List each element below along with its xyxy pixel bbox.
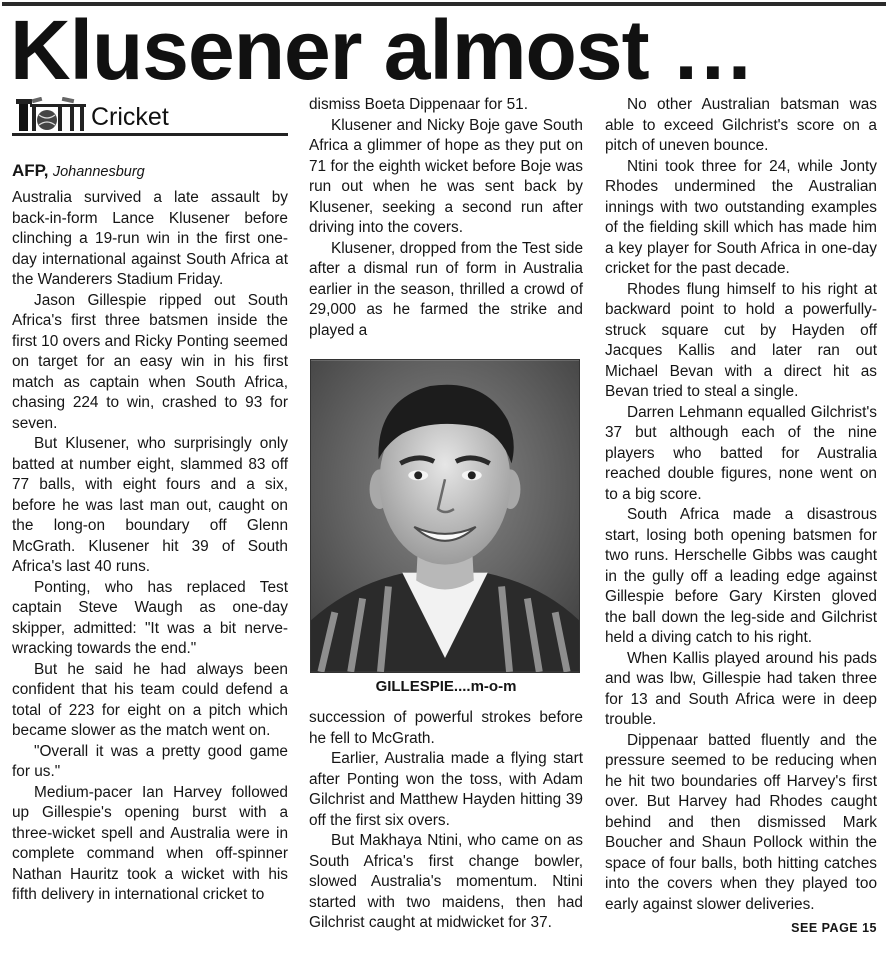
cricket-bat-ball-stumps-icon — [14, 97, 88, 133]
paragraph: Klusener and Nicky Boje gave South Africa a glimmer of hope as they put on 71 for the eighth wicket before Boje was run out when he was sent back by Klusener, seeking a second run after driving into the covers. — [309, 116, 583, 236]
paragraph: Ponting, who has replaced Test captain Steve Waugh as one-day skipper, admitted: "It was a bit nerve-wracking towards the end." — [12, 578, 288, 657]
paragraph: But he said he had always been confident that his team could defend a total of 223 for eight on a pitch which became slower as the match went on. — [12, 660, 288, 739]
byline — [12, 161, 288, 182]
paragraph: Australia survived a late assault by back-in-form Lance Klusener before clinching a 19-run win in the first one-day international against South Africa at the Wanderers Stadium Friday. — [12, 189, 288, 288]
byline-agency: AFP, — [12, 161, 49, 180]
paragraph: Klusener, dropped from the Test side after a dismal run of form in Australia earlier in the season, thrilled a crowd of 29,000 as he farmed the strike and played a — [309, 239, 583, 339]
paragraph: But Klusener, who surprisingly only batted at number eight, slammed 83 off 77 balls, with eight fours and a six, before he was last man out, caught on the long-on boundary off Glenn McGrath. Klusener hit 39 of South Africa's last 40 runs. — [12, 435, 288, 575]
paragraph: No other Australian batsman was able to exceed Gilchrist's score on a pitch of uneven bounce. — [605, 96, 877, 154]
paragraph: Jason Gillespie ripped out South Africa's first three batsmen inside the first 10 overs and Ricky Ponting seemed on target for an easy win in his first match as captain when South Africa, chasing 224 to win, crashed to 93 for seven. — [12, 291, 288, 432]
section-rule — [12, 133, 288, 136]
paragraph: Medium-pacer Ian Harvey followed up Gillespie's opening burst with a three-wicket spell and Australia were in complete command when off-spinner Nathan Hauritz took a wicket with his fifth delivery in international cricket to — [12, 783, 288, 903]
section-header — [12, 97, 288, 137]
paragraph: South Africa made a disastrous start, losing both opening batsmen for two runs. Herschelle Gibbs was caught in the gully off a leading edge against Gillespie before Gary Kirsten gloved the ball down the leg-side and Gilchrist held a diving catch to his right. — [605, 506, 877, 646]
byline-city: Johannesburg — [52, 164, 145, 180]
paragraph: But Makhaya Ntini, who came on as South Africa's first change bowler, slowed Australia's momentum. Ntini started with two maidens, then had Gilchrist caught at midwicket for 37. — [309, 832, 583, 931]
photo-caption: GILLESPIE....m-o-m — [375, 678, 517, 695]
continued-reference: SEE PAGE 15 — [791, 921, 877, 935]
player-portrait-photo — [310, 359, 580, 673]
article-column-1 — [12, 95, 288, 906]
paragraph: When Kallis played around his pads and was lbw, Gillespie had taken three for 13 and South Africa were in deep trouble. — [605, 649, 877, 728]
section-label: Cricket — [91, 103, 169, 131]
article-column-3 — [605, 95, 877, 938]
headline: Klusener almost … — [10, 3, 754, 97]
paragraph: Ntini took three for 24, while Jonty Rhodes undermined the Australian innings with two outstanding examples of the fielding skill which has made him a key player for South Africa in one-day cricket for the past decade. — [605, 157, 877, 277]
paragraph: Earlier, Australia made a flying start after Ponting won the toss, with Adam Gilchrist and Matthew Hayden hitting 39 off the first six overs. — [309, 750, 583, 829]
paragraph: "Overall it was a pretty good game for us." — [12, 742, 288, 780]
paragraph: succession of powerful strokes before he fell to McGrath. — [309, 709, 583, 747]
photo-block — [309, 359, 583, 697]
paragraph: Rhodes flung himself to his right at backward point to hold a powerfully-struck square cut by Hayden off Jacques Kallis and later ran out Michael Bevan with a direct hit as Bevan tried to steal a single. — [605, 280, 877, 400]
paragraph: Darren Lehmann equalled Gilchrist's 37 but although each of the nine players who batted for Australia reached double figures, none went on to a big score. — [605, 403, 877, 503]
paragraph: dismiss Boeta Dippenaar for 51. — [309, 96, 529, 113]
paragraph: Dippenaar batted fluently and the pressure seemed to be reducing when he hit two boundaries off Harvey's first over. But Harvey had Rhodes caught behind and then dismissed Mark Boucher and Shaun Pollock within the space of four balls, both hitting catches into the covers when they played too early against slower deliveries. — [605, 731, 877, 913]
article-column-2 — [309, 95, 583, 934]
